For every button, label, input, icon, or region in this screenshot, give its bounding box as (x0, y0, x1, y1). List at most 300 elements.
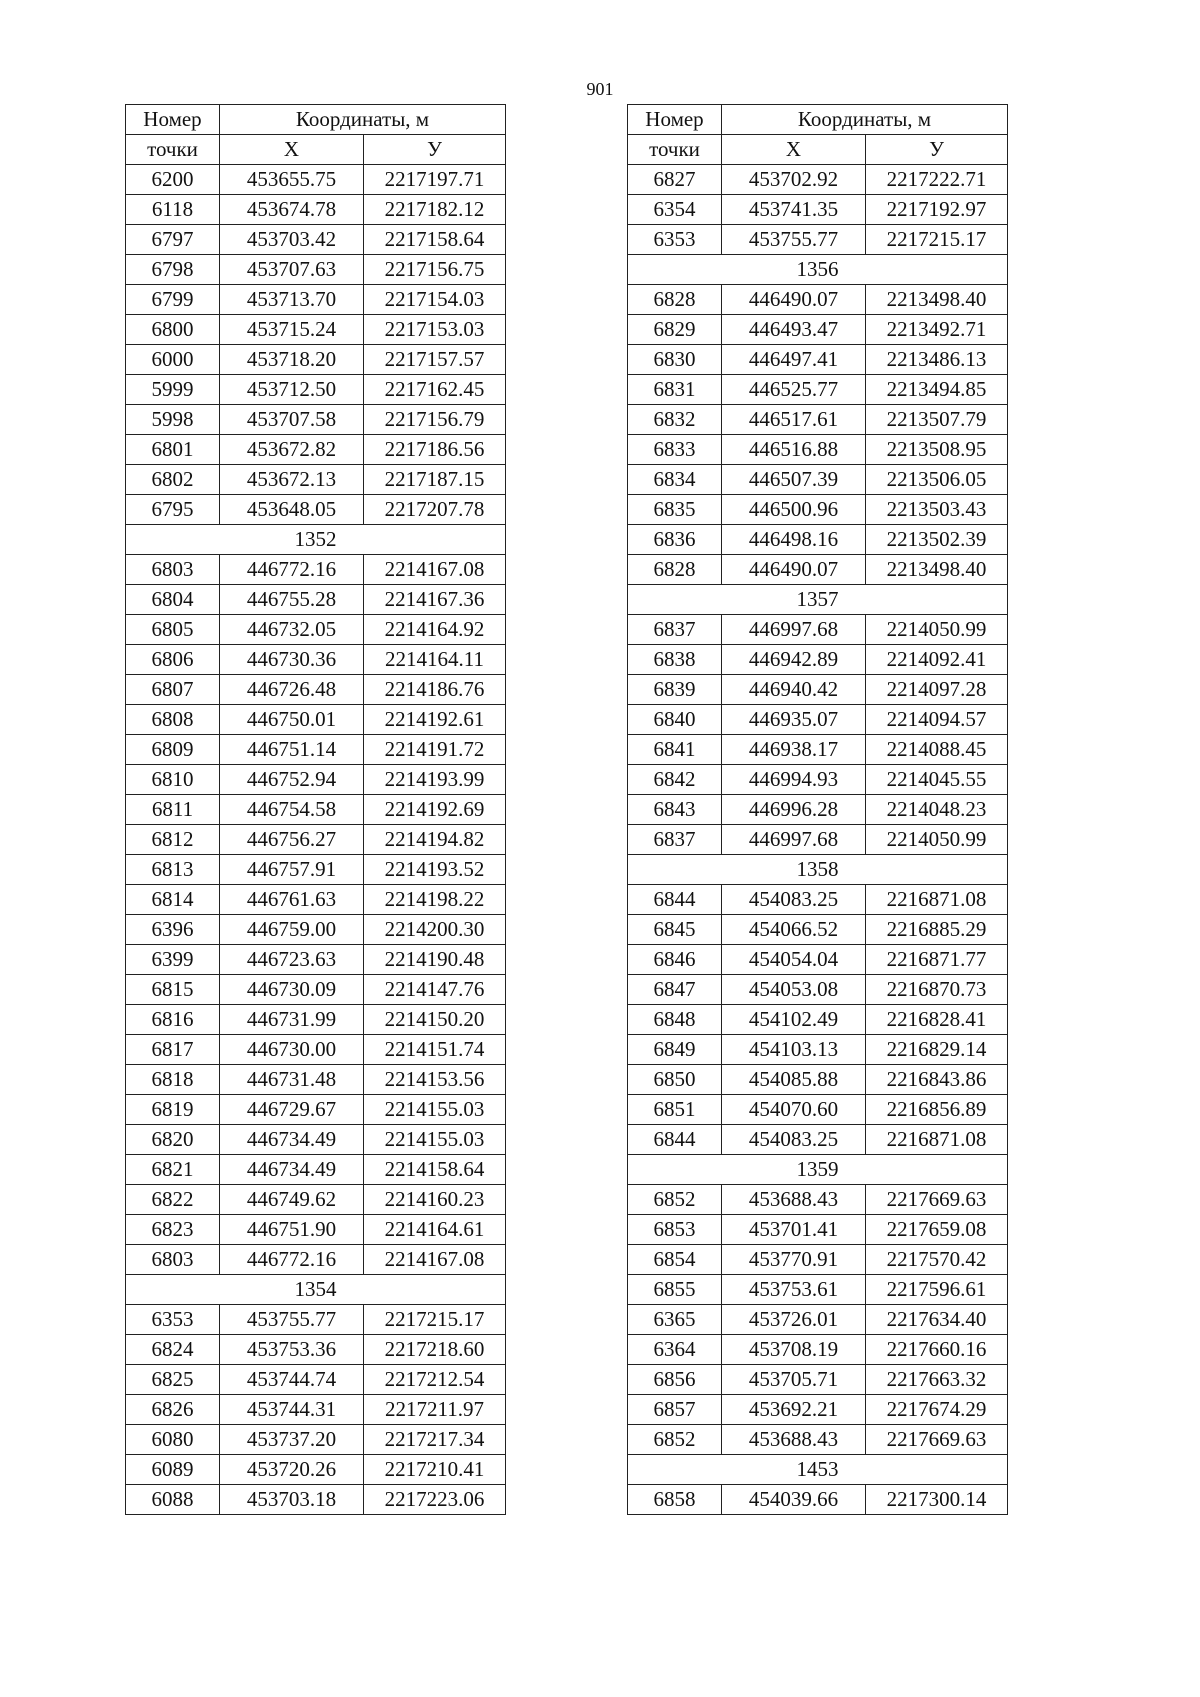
table-row (126, 1035, 506, 1065)
section-number: 1453 (628, 1455, 1008, 1485)
table-row (628, 705, 1008, 735)
y-coordinate-cell: 2214153.56 (364, 1065, 506, 1095)
point-number-cell: 6818 (126, 1065, 220, 1095)
point-number-cell: 6823 (126, 1215, 220, 1245)
y-coordinate-cell: 2214191.72 (364, 735, 506, 765)
table-row (628, 945, 1008, 975)
y-coordinate-cell: 2213502.39 (866, 525, 1008, 555)
table-row (628, 645, 1008, 675)
point-number-cell: 6830 (628, 345, 722, 375)
table-row (126, 945, 506, 975)
point-number-cell: 6852 (628, 1185, 722, 1215)
x-coordinate-cell: 453703.42 (220, 225, 364, 255)
table-row (628, 675, 1008, 705)
x-coordinate-cell: 453703.18 (220, 1485, 364, 1515)
x-coordinate-cell: 454053.08 (722, 975, 866, 1005)
table-row (628, 525, 1008, 555)
y-coordinate-cell: 2217570.42 (866, 1245, 1008, 1275)
point-number-cell: 6811 (126, 795, 220, 825)
y-coordinate-cell: 2217162.45 (364, 375, 506, 405)
y-coordinate-cell: 2214155.03 (364, 1095, 506, 1125)
table-row (628, 1005, 1008, 1035)
point-number-cell: 6826 (126, 1395, 220, 1425)
point-number-cell: 6854 (628, 1245, 722, 1275)
point-number-cell: 6839 (628, 675, 722, 705)
section-number: 1359 (628, 1155, 1008, 1185)
point-number-cell: 6846 (628, 945, 722, 975)
table-row (628, 765, 1008, 795)
coordinates-table-right (627, 104, 1008, 1515)
x-coordinate-cell: 453707.63 (220, 255, 364, 285)
y-coordinate-cell: 2216843.86 (866, 1065, 1008, 1095)
x-coordinate-cell: 453744.31 (220, 1395, 364, 1425)
x-coordinate-cell: 446938.17 (722, 735, 866, 765)
point-number-cell: 6399 (126, 945, 220, 975)
y-coordinate-cell: 2214167.36 (364, 585, 506, 615)
table-row (628, 1035, 1008, 1065)
y-coordinate-cell: 2217215.17 (866, 225, 1008, 255)
section-row (628, 255, 1008, 285)
table-row (628, 345, 1008, 375)
y-coordinate-cell: 2214164.92 (364, 615, 506, 645)
point-number-cell: 6000 (126, 345, 220, 375)
point-number-cell: 6828 (628, 555, 722, 585)
table-row (628, 1485, 1008, 1515)
table-row (628, 1335, 1008, 1365)
y-coordinate-cell: 2213506.05 (866, 465, 1008, 495)
table-row (628, 465, 1008, 495)
table-row (126, 375, 506, 405)
y-coordinate-cell: 2213498.40 (866, 285, 1008, 315)
point-number-cell: 6814 (126, 885, 220, 915)
section-number: 1352 (126, 525, 506, 555)
table-row (126, 1395, 506, 1425)
x-coordinate-cell: 446996.28 (722, 795, 866, 825)
table-row (126, 825, 506, 855)
table-row (628, 555, 1008, 585)
y-coordinate-cell: 2214200.30 (364, 915, 506, 945)
y-coordinate-cell: 2217211.97 (364, 1395, 506, 1425)
x-coordinate-cell: 453713.70 (220, 285, 364, 315)
x-coordinate-cell: 453770.91 (722, 1245, 866, 1275)
y-coordinate-cell: 2214186.76 (364, 675, 506, 705)
y-coordinate-cell: 2217660.16 (866, 1335, 1008, 1365)
section-row (628, 585, 1008, 615)
y-coordinate-cell: 2214050.99 (866, 825, 1008, 855)
table-row (126, 735, 506, 765)
point-number-cell: 6797 (126, 225, 220, 255)
y-coordinate-cell: 2217669.63 (866, 1185, 1008, 1215)
table-row (126, 1065, 506, 1095)
table-row (126, 1095, 506, 1125)
point-number-cell: 6805 (126, 615, 220, 645)
x-coordinate-cell: 446516.88 (722, 435, 866, 465)
point-number-cell: 6799 (126, 285, 220, 315)
x-coordinate-cell: 453705.71 (722, 1365, 866, 1395)
y-coordinate-cell: 2217663.32 (866, 1365, 1008, 1395)
page-number: 901 (586, 79, 614, 99)
y-coordinate-cell: 2217634.40 (866, 1305, 1008, 1335)
section-number: 1358 (628, 855, 1008, 885)
y-coordinate-cell: 2213486.13 (866, 345, 1008, 375)
point-number-cell: 6834 (628, 465, 722, 495)
table-row (126, 255, 506, 285)
x-coordinate-cell: 454054.04 (722, 945, 866, 975)
table-row (628, 435, 1008, 465)
table-row (628, 615, 1008, 645)
y-coordinate-cell: 2214193.52 (364, 855, 506, 885)
point-number-cell: 6843 (628, 795, 722, 825)
point-number-cell: 6840 (628, 705, 722, 735)
y-coordinate-cell: 2214050.99 (866, 615, 1008, 645)
table-row (126, 975, 506, 1005)
x-coordinate-cell: 446517.61 (722, 405, 866, 435)
y-coordinate-cell: 2214192.69 (364, 795, 506, 825)
x-coordinate-cell: 453648.05 (220, 495, 364, 525)
y-coordinate-cell: 2214045.55 (866, 765, 1008, 795)
table-row (126, 915, 506, 945)
point-number-cell: 6396 (126, 915, 220, 945)
table-row (628, 285, 1008, 315)
point-number-cell: 6847 (628, 975, 722, 1005)
point-number-cell: 6828 (628, 285, 722, 315)
table-row (126, 1305, 506, 1335)
y-coordinate-cell: 2214094.57 (866, 705, 1008, 735)
y-coordinate-cell: 2216871.77 (866, 945, 1008, 975)
y-coordinate-cell: 2213507.79 (866, 405, 1008, 435)
point-number-cell: 6815 (126, 975, 220, 1005)
x-coordinate-cell: 454103.13 (722, 1035, 866, 1065)
y-coordinate-cell: 2217154.03 (364, 285, 506, 315)
x-coordinate-cell: 446756.27 (220, 825, 364, 855)
x-coordinate-cell: 446730.36 (220, 645, 364, 675)
x-coordinate-cell: 446942.89 (722, 645, 866, 675)
y-coordinate-cell: 2214167.08 (364, 555, 506, 585)
y-coordinate-cell: 2213508.95 (866, 435, 1008, 465)
section-number: 1356 (628, 255, 1008, 285)
point-number-cell: 6803 (126, 1245, 220, 1275)
header-point-number-line2: точки (628, 135, 722, 165)
x-coordinate-cell: 446997.68 (722, 615, 866, 645)
y-coordinate-cell: 2217157.57 (364, 345, 506, 375)
point-number-cell: 6838 (628, 645, 722, 675)
y-coordinate-cell: 2214158.64 (364, 1155, 506, 1185)
table-row (126, 1125, 506, 1155)
y-coordinate-cell: 2217153.03 (364, 315, 506, 345)
point-number-cell: 6836 (628, 525, 722, 555)
y-coordinate-cell: 2216871.08 (866, 885, 1008, 915)
section-row (628, 1155, 1008, 1185)
x-coordinate-cell: 453672.82 (220, 435, 364, 465)
x-coordinate-cell: 446731.99 (220, 1005, 364, 1035)
y-coordinate-cell: 2217215.17 (364, 1305, 506, 1335)
table-row (628, 495, 1008, 525)
x-coordinate-cell: 446734.49 (220, 1125, 364, 1155)
y-coordinate-cell: 2214190.48 (364, 945, 506, 975)
table-row (126, 765, 506, 795)
x-coordinate-cell: 446490.07 (722, 555, 866, 585)
point-number-cell: 6810 (126, 765, 220, 795)
y-coordinate-cell: 2213492.71 (866, 315, 1008, 345)
point-number-cell: 6807 (126, 675, 220, 705)
x-coordinate-cell: 453688.43 (722, 1425, 866, 1455)
x-coordinate-cell: 453753.36 (220, 1335, 364, 1365)
table-row (628, 375, 1008, 405)
section-number: 1354 (126, 1275, 506, 1305)
x-coordinate-cell: 446761.63 (220, 885, 364, 915)
y-coordinate-cell: 2214194.82 (364, 825, 506, 855)
y-coordinate-cell: 2213494.85 (866, 375, 1008, 405)
point-number-cell: 6824 (126, 1335, 220, 1365)
point-number-cell: 6849 (628, 1035, 722, 1065)
y-coordinate-cell: 2214164.61 (364, 1215, 506, 1245)
y-coordinate-cell: 2214164.11 (364, 645, 506, 675)
x-coordinate-cell: 453712.50 (220, 375, 364, 405)
y-coordinate-cell: 2217223.06 (364, 1485, 506, 1515)
point-number-cell: 6844 (628, 1125, 722, 1155)
y-coordinate-cell: 2216829.14 (866, 1035, 1008, 1065)
point-number-cell: 5998 (126, 405, 220, 435)
y-coordinate-cell: 2217596.61 (866, 1275, 1008, 1305)
table-row (126, 645, 506, 675)
x-coordinate-cell: 453692.21 (722, 1395, 866, 1425)
table-row (126, 1245, 506, 1275)
x-coordinate-cell: 446752.94 (220, 765, 364, 795)
y-coordinate-cell: 2214147.76 (364, 975, 506, 1005)
x-coordinate-cell: 446497.41 (722, 345, 866, 375)
y-coordinate-cell: 2217207.78 (364, 495, 506, 525)
y-coordinate-cell: 2213498.40 (866, 555, 1008, 585)
point-number-cell: 6821 (126, 1155, 220, 1185)
y-coordinate-cell: 2217674.29 (866, 1395, 1008, 1425)
point-number-cell: 6812 (126, 825, 220, 855)
table-row (126, 705, 506, 735)
y-coordinate-cell: 2217217.34 (364, 1425, 506, 1455)
point-number-cell: 6829 (628, 315, 722, 345)
table-row (126, 1425, 506, 1455)
point-number-cell: 6841 (628, 735, 722, 765)
table-row (628, 1275, 1008, 1305)
point-number-cell: 6804 (126, 585, 220, 615)
y-coordinate-cell: 2214097.28 (866, 675, 1008, 705)
y-coordinate-cell: 2213503.43 (866, 495, 1008, 525)
point-number-cell: 6088 (126, 1485, 220, 1515)
table-row (628, 1185, 1008, 1215)
x-coordinate-cell: 446507.39 (722, 465, 866, 495)
x-coordinate-cell: 446754.58 (220, 795, 364, 825)
x-coordinate-cell: 453737.20 (220, 1425, 364, 1455)
y-coordinate-cell: 2214198.22 (364, 885, 506, 915)
table-row (628, 1215, 1008, 1245)
point-number-cell: 6852 (628, 1425, 722, 1455)
x-coordinate-cell: 446730.00 (220, 1035, 364, 1065)
table-row (126, 1485, 506, 1515)
point-number-cell: 6801 (126, 435, 220, 465)
x-coordinate-cell: 446935.07 (722, 705, 866, 735)
header-x: X (220, 135, 364, 165)
point-number-cell: 6816 (126, 1005, 220, 1035)
header-y: У (866, 135, 1008, 165)
y-coordinate-cell: 2217187.15 (364, 465, 506, 495)
table-row (126, 1005, 506, 1035)
y-coordinate-cell: 2217669.63 (866, 1425, 1008, 1455)
x-coordinate-cell: 454085.88 (722, 1065, 866, 1095)
table-row (126, 345, 506, 375)
table-row (126, 465, 506, 495)
x-coordinate-cell: 446500.96 (722, 495, 866, 525)
table-row (126, 225, 506, 255)
x-coordinate-cell: 454066.52 (722, 915, 866, 945)
point-number-cell: 6835 (628, 495, 722, 525)
point-number-cell: 6853 (628, 1215, 722, 1245)
point-number-cell: 6809 (126, 735, 220, 765)
table-row (628, 405, 1008, 435)
section-row (126, 525, 506, 555)
point-number-cell: 6817 (126, 1035, 220, 1065)
x-coordinate-cell: 446755.28 (220, 585, 364, 615)
header-point-number-line2: точки (126, 135, 220, 165)
table-row (628, 225, 1008, 255)
table-row (126, 1365, 506, 1395)
table-row (126, 585, 506, 615)
header-x: X (722, 135, 866, 165)
point-number-cell: 6837 (628, 615, 722, 645)
point-number-cell: 6850 (628, 1065, 722, 1095)
y-coordinate-cell: 2217212.54 (364, 1365, 506, 1395)
x-coordinate-cell: 446525.77 (722, 375, 866, 405)
point-number-cell: 6813 (126, 855, 220, 885)
y-coordinate-cell: 2216870.73 (866, 975, 1008, 1005)
x-coordinate-cell: 446757.91 (220, 855, 364, 885)
point-number-cell: 6353 (628, 225, 722, 255)
x-coordinate-cell: 446994.93 (722, 765, 866, 795)
table-row (126, 315, 506, 345)
y-coordinate-cell: 2217210.41 (364, 1455, 506, 1485)
x-coordinate-cell: 446772.16 (220, 1245, 364, 1275)
point-number-cell: 6848 (628, 1005, 722, 1035)
y-coordinate-cell: 2214088.45 (866, 735, 1008, 765)
table-row (126, 615, 506, 645)
point-number-cell: 6856 (628, 1365, 722, 1395)
table-row (126, 675, 506, 705)
table-row (628, 885, 1008, 915)
section-row (628, 1455, 1008, 1485)
table-row (628, 1305, 1008, 1335)
point-number-cell: 6851 (628, 1095, 722, 1125)
table-row (126, 1215, 506, 1245)
point-number-cell: 6844 (628, 885, 722, 915)
table-row (126, 1155, 506, 1185)
x-coordinate-cell: 453753.61 (722, 1275, 866, 1305)
x-coordinate-cell: 446731.48 (220, 1065, 364, 1095)
point-number-cell: 6802 (126, 465, 220, 495)
x-coordinate-cell: 453718.20 (220, 345, 364, 375)
table-row (126, 885, 506, 915)
y-coordinate-cell: 2214160.23 (364, 1185, 506, 1215)
point-number-cell: 6354 (628, 195, 722, 225)
y-coordinate-cell: 2217186.56 (364, 435, 506, 465)
point-number-cell: 6080 (126, 1425, 220, 1455)
y-coordinate-cell: 2217158.64 (364, 225, 506, 255)
table-row (628, 975, 1008, 1005)
y-coordinate-cell: 2214092.41 (866, 645, 1008, 675)
point-number-cell: 6837 (628, 825, 722, 855)
y-coordinate-cell: 2214155.03 (364, 1125, 506, 1155)
point-number-cell: 6798 (126, 255, 220, 285)
point-number-cell: 6825 (126, 1365, 220, 1395)
point-number-cell: 6831 (628, 375, 722, 405)
coordinates-table-left (125, 104, 506, 1515)
header-point-number-line1: Номер (126, 105, 220, 135)
header-coordinates: Координаты, м (722, 105, 1008, 135)
point-number-cell: 6353 (126, 1305, 220, 1335)
table-row (126, 1335, 506, 1365)
point-number-cell: 6858 (628, 1485, 722, 1515)
x-coordinate-cell: 454083.25 (722, 1125, 866, 1155)
table-row (628, 315, 1008, 345)
x-coordinate-cell: 454039.66 (722, 1485, 866, 1515)
point-number-cell: 6842 (628, 765, 722, 795)
table-row (628, 915, 1008, 945)
y-coordinate-cell: 2217218.60 (364, 1335, 506, 1365)
point-number-cell: 6200 (126, 165, 220, 195)
x-coordinate-cell: 446751.90 (220, 1215, 364, 1245)
x-coordinate-cell: 446759.00 (220, 915, 364, 945)
table-row (126, 405, 506, 435)
table-row (628, 1065, 1008, 1095)
point-number-cell: 6822 (126, 1185, 220, 1215)
table-row (126, 795, 506, 825)
x-coordinate-cell: 446750.01 (220, 705, 364, 735)
table-row (126, 1455, 506, 1485)
point-number-cell: 6795 (126, 495, 220, 525)
point-number-cell: 5999 (126, 375, 220, 405)
header-coordinates: Координаты, м (220, 105, 506, 135)
table-row (628, 165, 1008, 195)
x-coordinate-cell: 453708.19 (722, 1335, 866, 1365)
x-coordinate-cell: 453744.74 (220, 1365, 364, 1395)
header-point-number-line1: Номер (628, 105, 722, 135)
point-number-cell: 6845 (628, 915, 722, 945)
x-coordinate-cell: 446772.16 (220, 555, 364, 585)
y-coordinate-cell: 2217300.14 (866, 1485, 1008, 1515)
table-row (126, 555, 506, 585)
x-coordinate-cell: 446730.09 (220, 975, 364, 1005)
table-row (628, 1245, 1008, 1275)
table-row (126, 195, 506, 225)
y-coordinate-cell: 2217659.08 (866, 1215, 1008, 1245)
table-row (628, 825, 1008, 855)
x-coordinate-cell: 446729.67 (220, 1095, 364, 1125)
x-coordinate-cell: 454083.25 (722, 885, 866, 915)
point-number-cell: 6855 (628, 1275, 722, 1305)
table-row (628, 195, 1008, 225)
y-coordinate-cell: 2216871.08 (866, 1125, 1008, 1155)
x-coordinate-cell: 453672.13 (220, 465, 364, 495)
x-coordinate-cell: 453720.26 (220, 1455, 364, 1485)
x-coordinate-cell: 446751.14 (220, 735, 364, 765)
point-number-cell: 6827 (628, 165, 722, 195)
table-body-left (126, 165, 506, 1515)
y-coordinate-cell: 2217156.79 (364, 405, 506, 435)
point-number-cell: 6820 (126, 1125, 220, 1155)
point-number-cell: 6803 (126, 555, 220, 585)
x-coordinate-cell: 453674.78 (220, 195, 364, 225)
x-coordinate-cell: 453707.58 (220, 405, 364, 435)
section-row (126, 1275, 506, 1305)
table-row (628, 1365, 1008, 1395)
x-coordinate-cell: 453755.77 (722, 225, 866, 255)
